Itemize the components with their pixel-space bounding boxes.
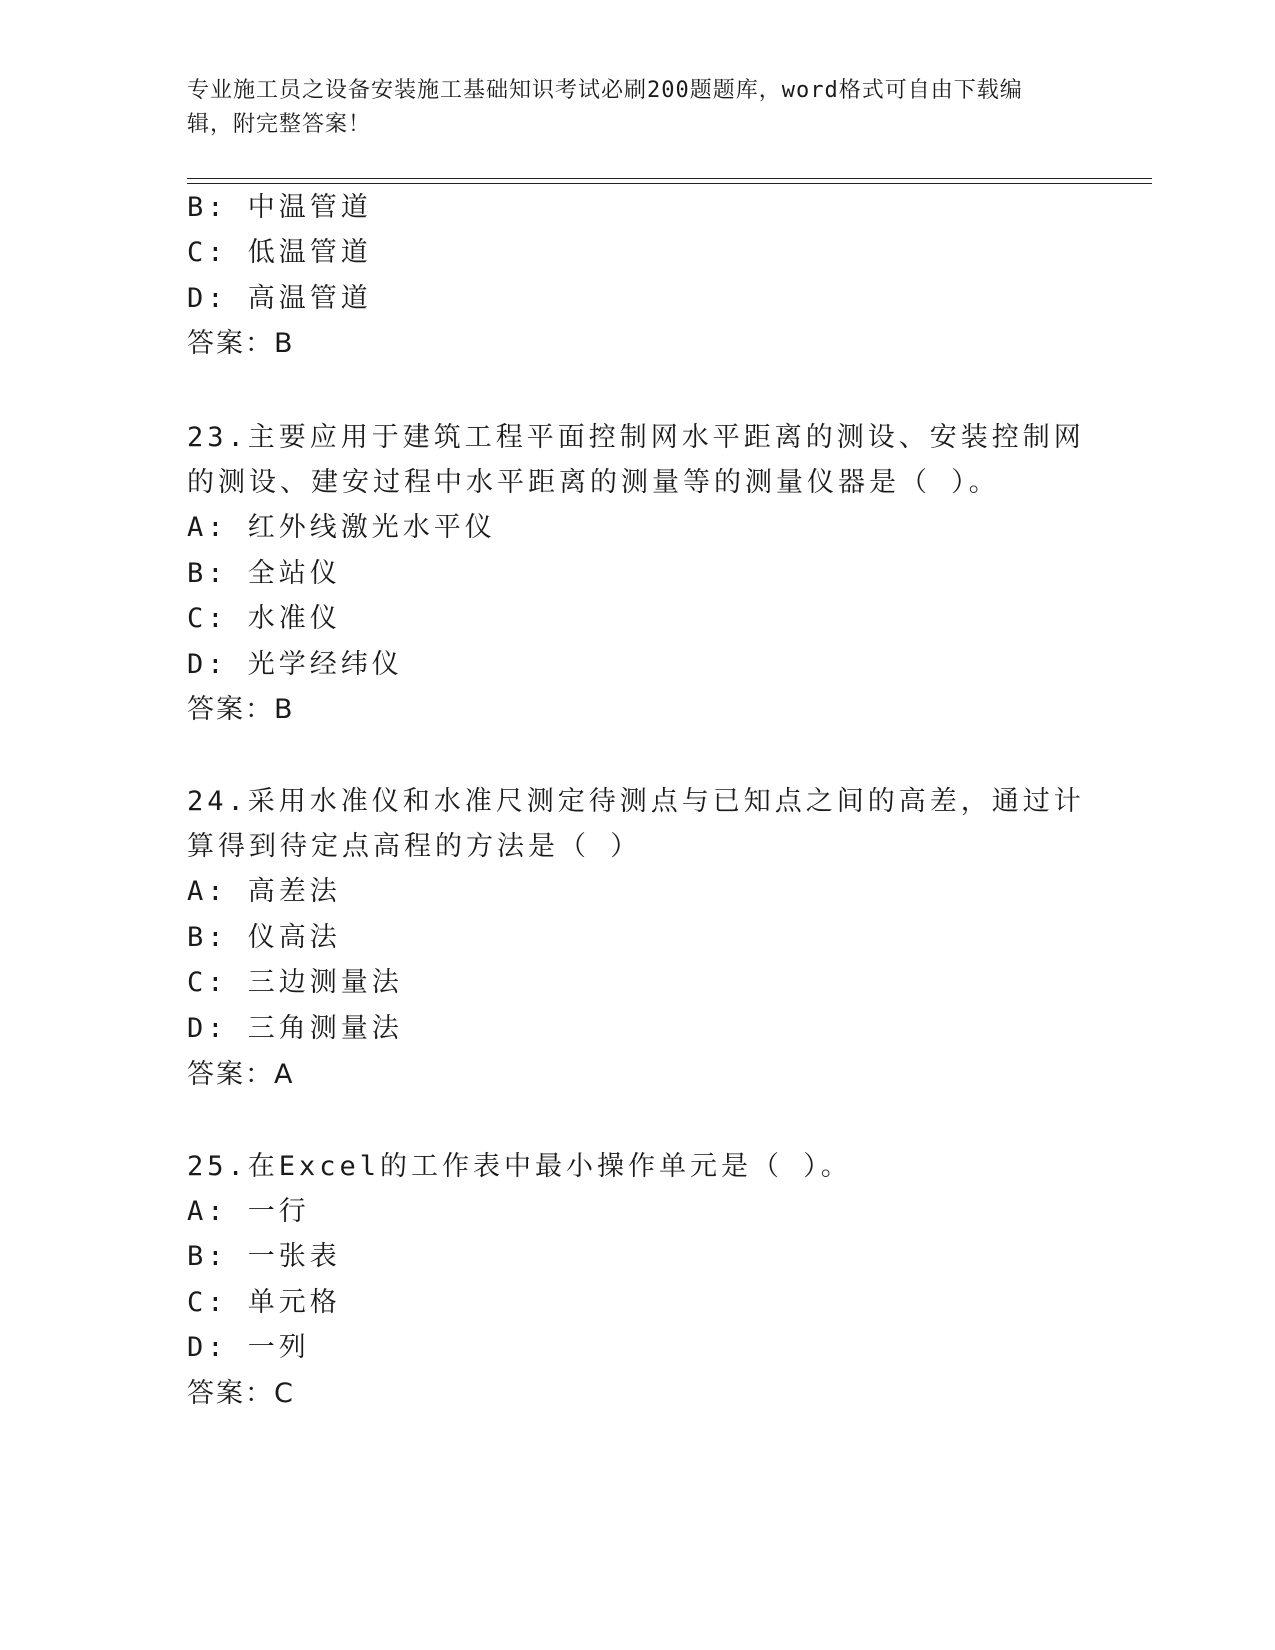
- option-b: B: 中温管道: [187, 192, 372, 223]
- option-a: A: 高差法: [187, 876, 341, 907]
- option-d: D: 光学经纬仪: [187, 649, 403, 680]
- question-stem-25: 25.在Excel的工作表中最小操作单元是（ ）。: [187, 1151, 852, 1182]
- option-c: C: 单元格: [187, 1287, 341, 1318]
- question-stem-23: 23.主要应用于建筑工程平面控制网水平距离的测设、安装控制网的测设、建安过程中水平距离的测量等的测量仪器是（ ）。: [187, 422, 1085, 498]
- answer: 答案：C: [187, 1378, 295, 1409]
- option-c: C: 低温管道: [187, 237, 372, 268]
- option-a: A: 一行: [187, 1196, 310, 1227]
- option-b: B: 全站仪: [187, 558, 341, 589]
- document-header: 专业施工员之设备安装施工基础知识考试必刷200题题库，word格式可自由下载编辑，附完整答案！: [187, 78, 1023, 137]
- option-a: A: 红外线激光水平仪: [187, 512, 496, 543]
- option-c: C: 水准仪: [187, 603, 341, 634]
- answer: 答案：B: [187, 328, 295, 359]
- answer: 答案：A: [187, 1059, 295, 1090]
- header-divider-bottom: [187, 183, 1152, 184]
- option-d: D: 高温管道: [187, 283, 372, 314]
- option-c: C: 三边测量法: [187, 967, 403, 998]
- option-d: D: 一列: [187, 1332, 310, 1363]
- question-stem-24: 24.采用水准仪和水准尺测定待测点与已知点之间的高差，通过计算得到待定点高程的方法是（ ）: [187, 786, 1085, 862]
- answer: 答案：B: [187, 694, 295, 725]
- header-divider-top: [187, 178, 1152, 179]
- option-b: B: 仪高法: [187, 922, 341, 953]
- option-d: D: 三角测量法: [187, 1013, 403, 1044]
- option-b: B: 一张表: [187, 1241, 341, 1272]
